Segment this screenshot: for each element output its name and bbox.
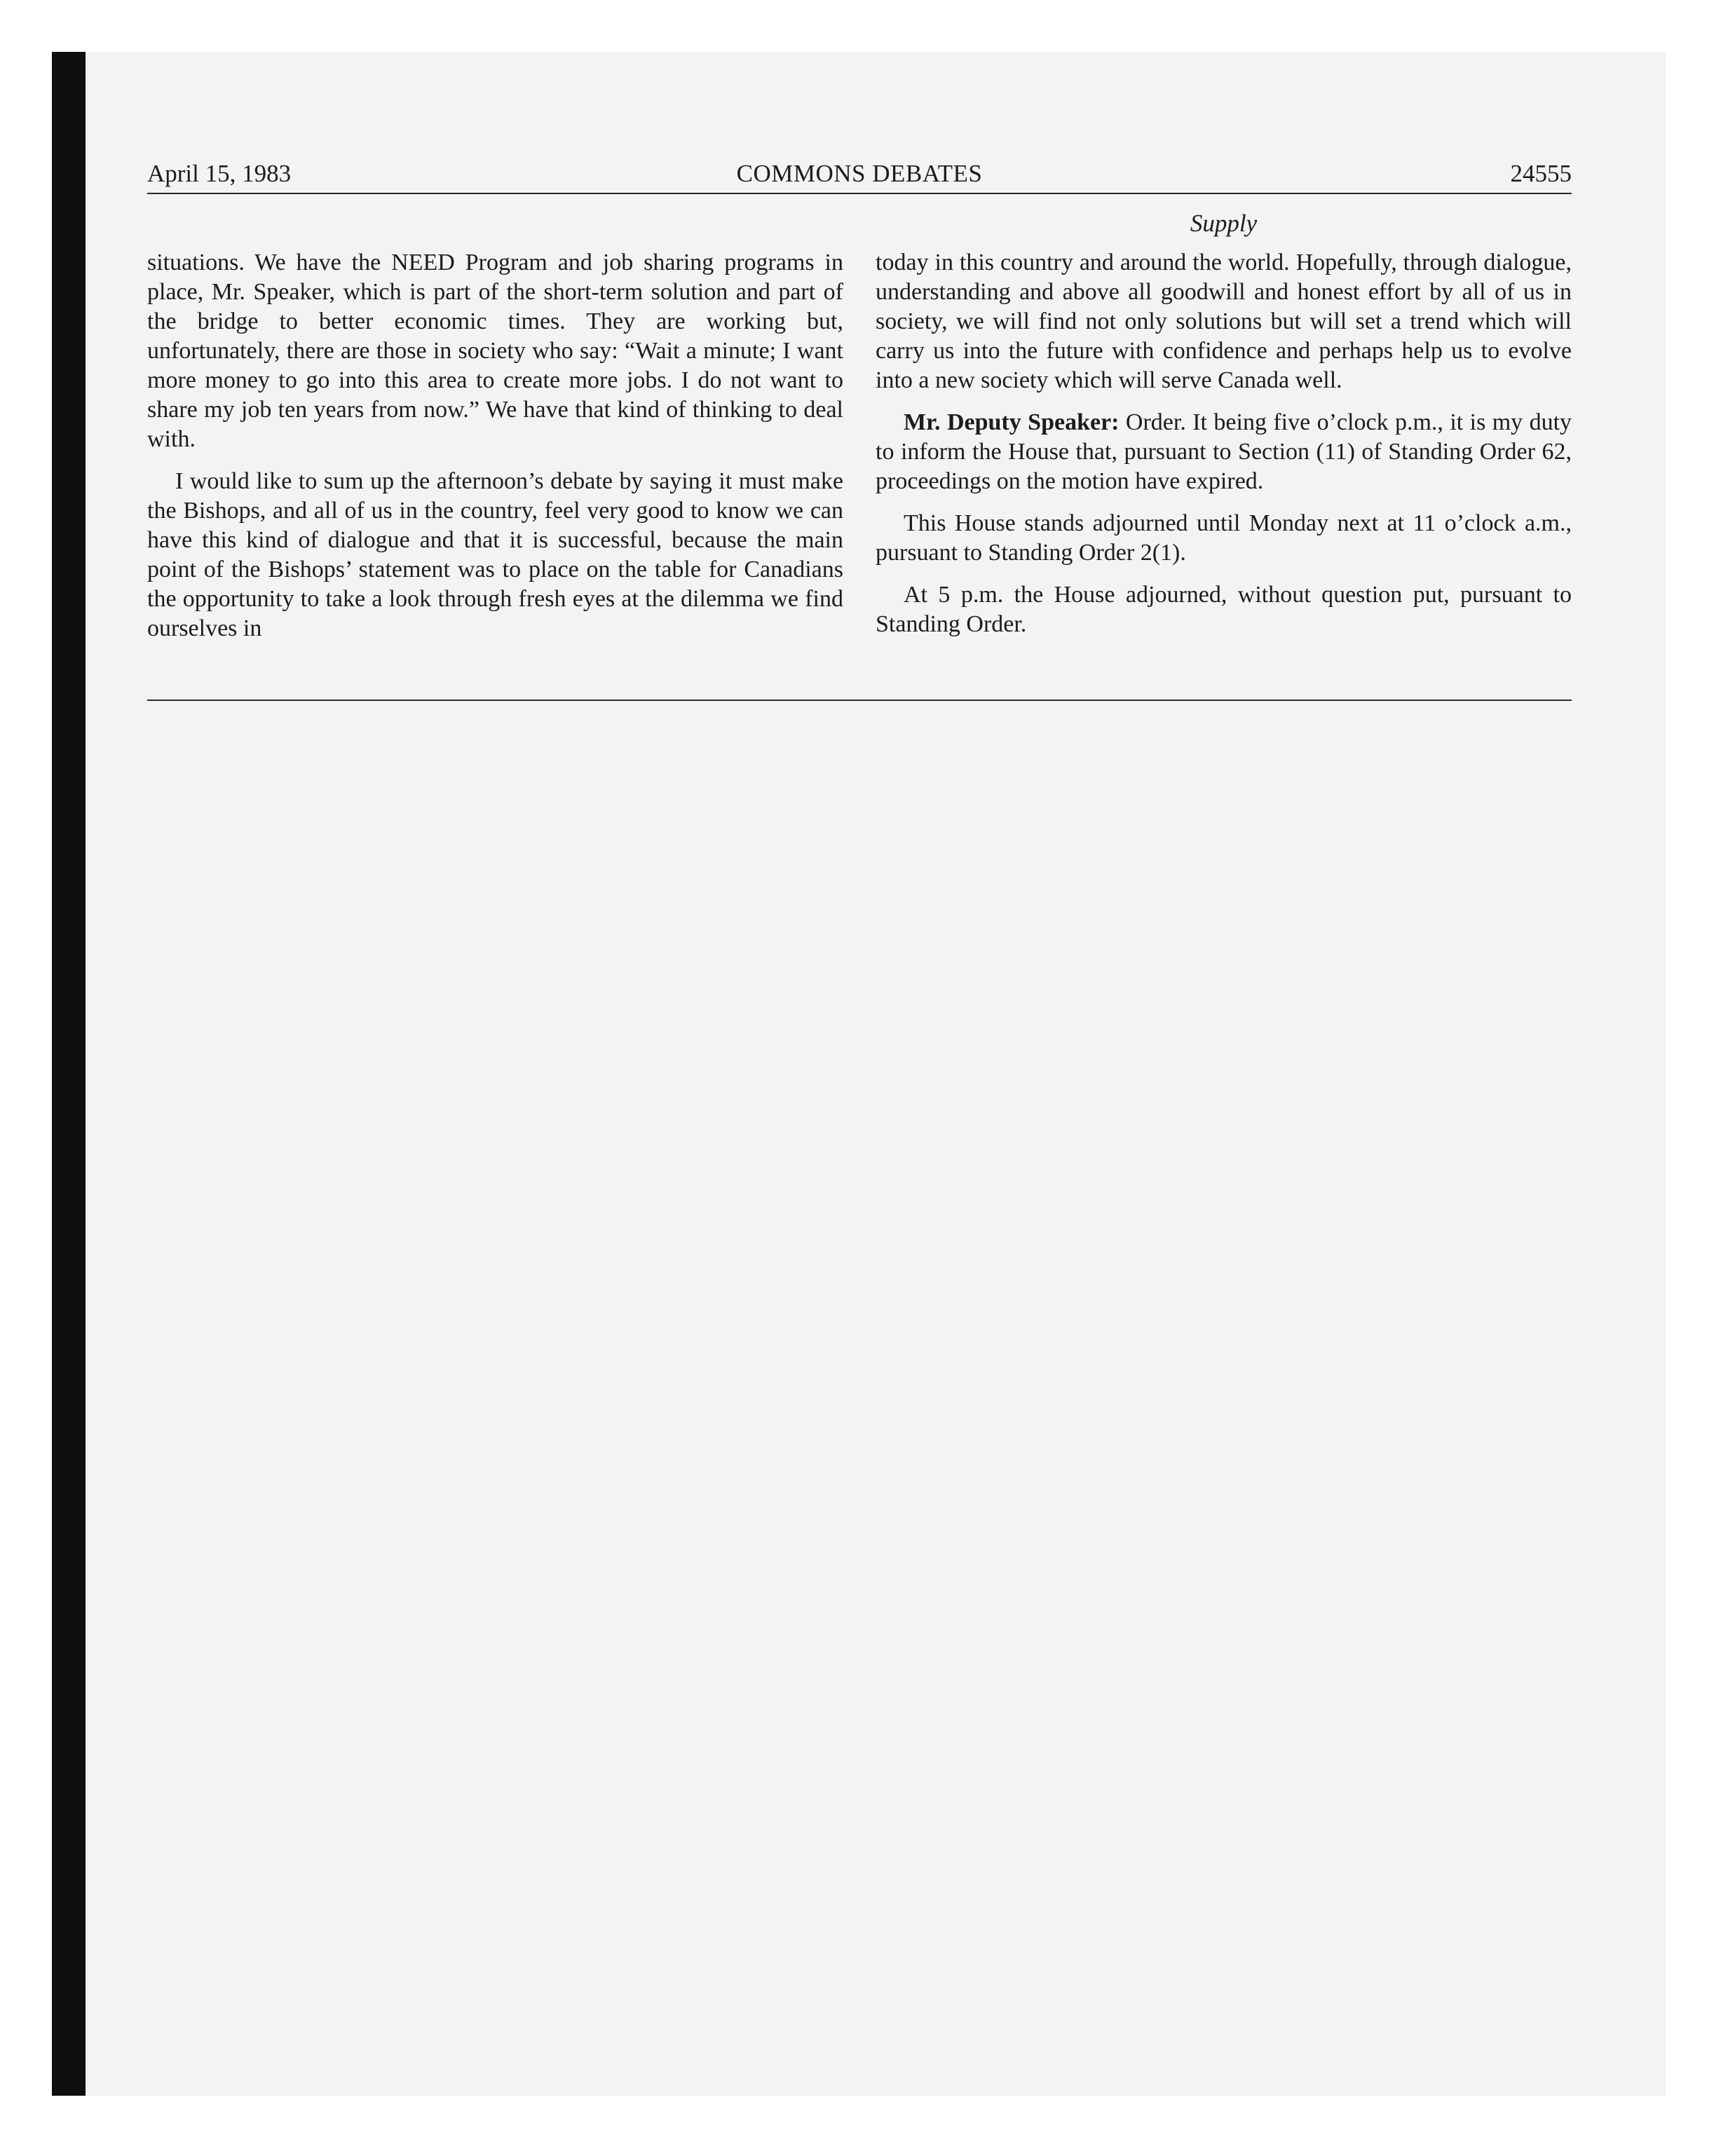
header-title: COMMONS DEBATES bbox=[736, 160, 983, 187]
header-rule bbox=[147, 193, 1572, 194]
scan-edge-shadow bbox=[52, 52, 86, 2096]
speaker-paragraph bbox=[876, 408, 1572, 496]
header-page-number: 24555 bbox=[1510, 160, 1572, 187]
section-label: Supply bbox=[1190, 210, 1258, 237]
speaker-name: Mr. Deputy Speaker: bbox=[904, 409, 1120, 435]
speaker-statement: Order. It being five o’clock p.m., it is my duty to inform the House that, pursuant to Section (11) of Standing Order 62, proceedings on the motion have expired. bbox=[876, 409, 1572, 494]
end-rule bbox=[147, 700, 1572, 701]
paragraph: situations. We have the NEED Program and job sharing programs in place, Mr. Speaker, which is part of the short-term solution and part of the bridge to better economic times. They are working but, unfortunately, there are those in society who say: “Wait a minute; I want more money to go into this area to create more jobs. I do not want to share my job ten years from now.” We have that kind of thinking to deal with. bbox=[147, 250, 843, 452]
running-header bbox=[147, 160, 1572, 195]
paragraph: today in this country and around the world. Hopefully, through dialogue, understanding and above all goodwill and honest effort by all of us in society, we will find not only solutions but will set a trend which will carry us into the future with confidence and perhaps help us to evolve into a new society which will serve Canada well. bbox=[876, 250, 1572, 393]
paragraph: At 5 p.m. the House adjourned, without question put, pursuant to Standing Order. bbox=[876, 582, 1572, 637]
paragraph: I would like to sum up the afternoon’s debate by saying it must make the Bishops, and all of us in the country, feel very good to know we can have this kind of dialogue and that it is successful, because the main point of the Bishops’ statement was to place on the table for Canadians the opportunity to take a look through fresh eyes at the dilemma we find ourselves in bbox=[147, 468, 843, 641]
paragraph: This House stands adjourned until Monday next at 11 o’clock a.m., pursuant to Standing Order 2(1). bbox=[876, 510, 1572, 566]
right-column bbox=[876, 248, 1572, 639]
left-column bbox=[147, 248, 843, 643]
header-date: April 15, 1983 bbox=[147, 160, 292, 187]
